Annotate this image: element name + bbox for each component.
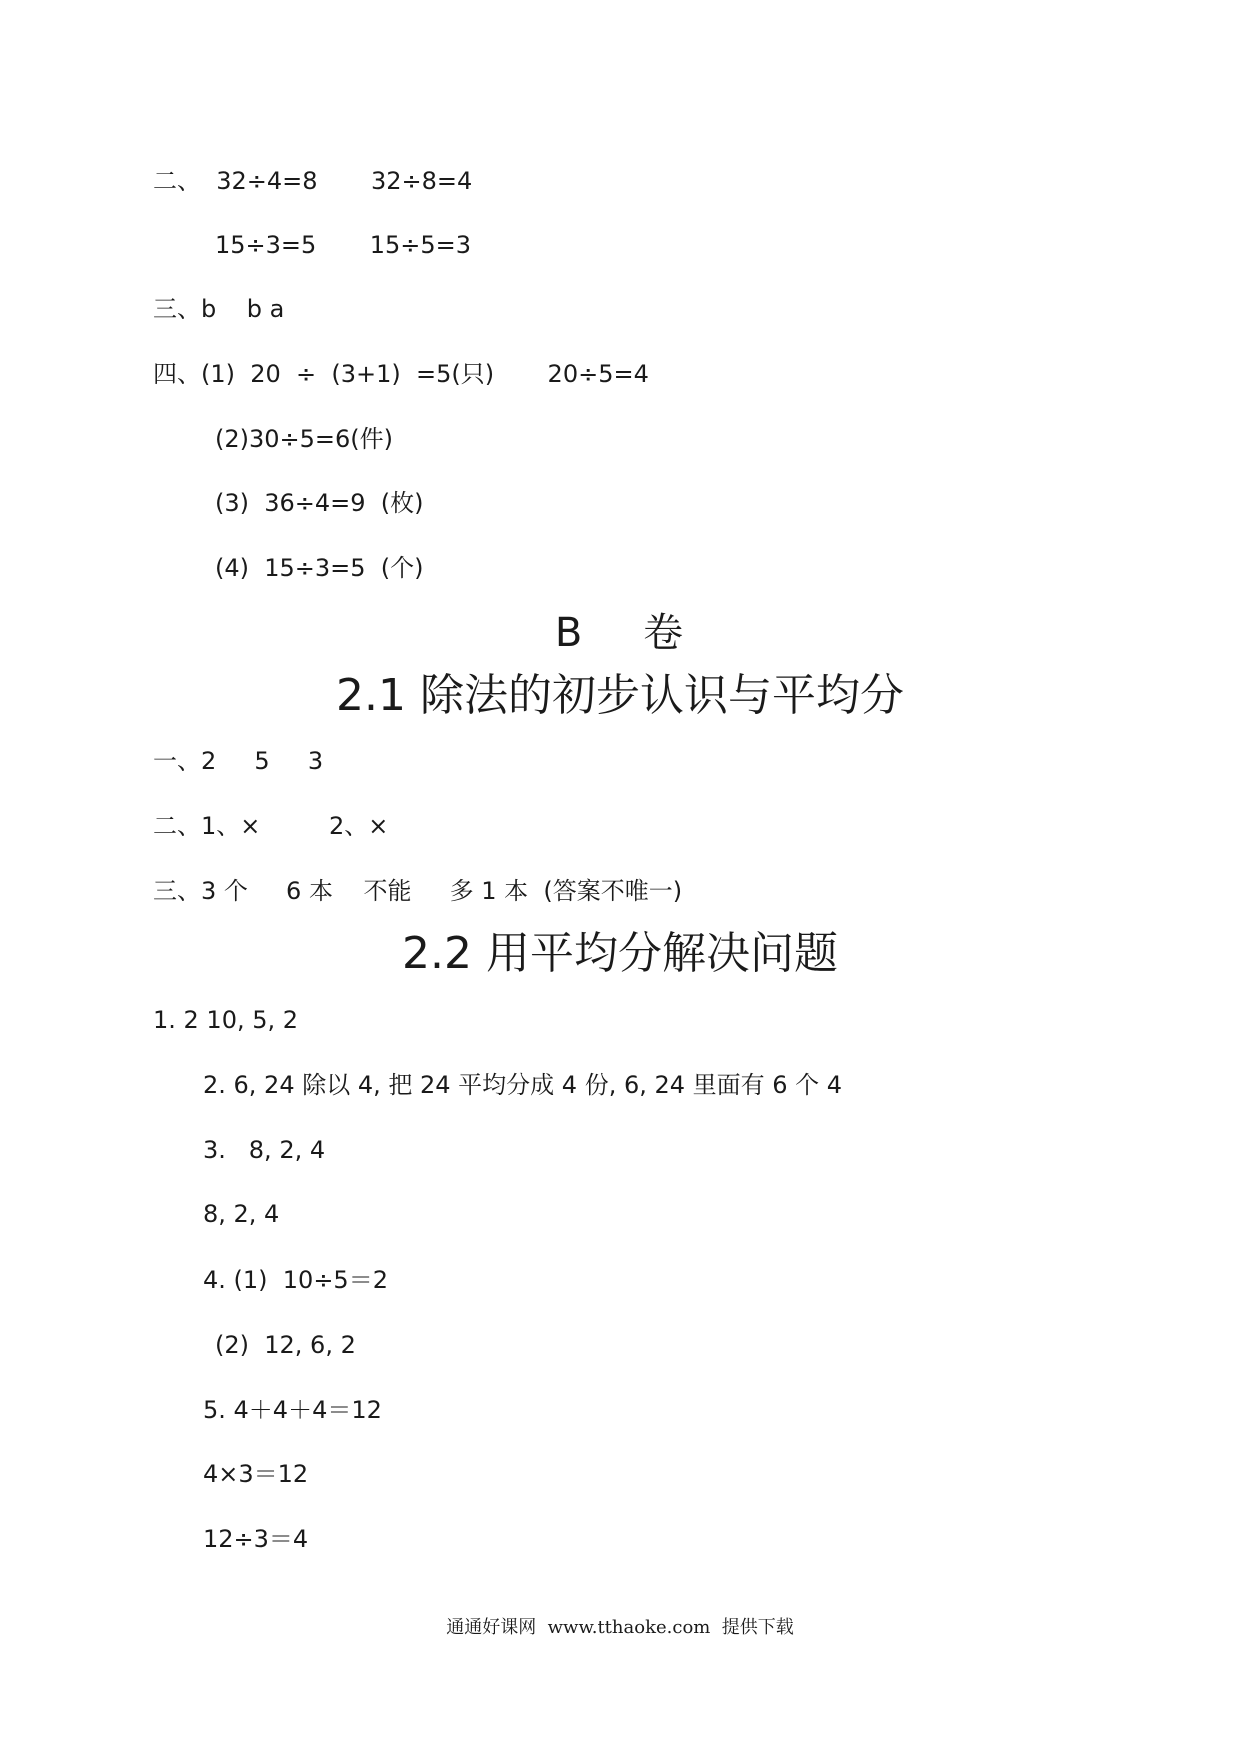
answer-line: 4. (1) 10÷5＝2 — [203, 1266, 388, 1294]
answer-line: 四、(1) 20 ÷ (3+1) =5(只) 20÷5=4 — [153, 360, 649, 388]
answer-line: (4) 15÷3=5 (个) — [215, 554, 424, 582]
answer-line: 4×3＝12 — [203, 1460, 309, 1488]
section-title-2-1: 2.1 除法的初步认识与平均分 — [336, 670, 904, 721]
answer-line: 5. 4＋4＋4＝12 — [203, 1396, 382, 1424]
answer-line: 三、3 个 6 本 不能 多 1 本 (答案不唯一) — [153, 877, 683, 905]
answer-line: 二、1、× 2、× — [153, 812, 389, 840]
answer-line: 15÷3=5 15÷5=3 — [215, 231, 471, 259]
part-b-title: B 卷 — [554, 610, 686, 656]
answer-line: 3. 8, 2, 4 — [203, 1136, 326, 1164]
answer-line: 12÷3＝4 — [203, 1525, 309, 1553]
answer-line: 二、 32÷4=8 32÷8=4 — [153, 167, 473, 195]
answer-line: 三、b b a — [153, 295, 285, 323]
section-title-2-2: 2.2 用平均分解决问题 — [402, 928, 838, 979]
answer-line: 8, 2, 4 — [203, 1200, 280, 1228]
answer-line: (2) 12, 6, 2 — [215, 1331, 356, 1359]
answer-line: 一、2 5 3 — [153, 747, 324, 775]
answer-line: (2)30÷5=6(件) — [215, 425, 394, 453]
answer-line: 2. 6, 24 除以 4, 把 24 平均分成 4 份, 6, 24 里面有 6 个 4 — [203, 1071, 843, 1099]
answer-line: 1. 2 10, 5, 2 — [153, 1006, 299, 1034]
answer-line: (3) 36÷4=9 (枚) — [215, 489, 424, 517]
footer-credit: 通通好课网 www.tthaoke.com 提供下载 — [446, 1617, 794, 1638]
